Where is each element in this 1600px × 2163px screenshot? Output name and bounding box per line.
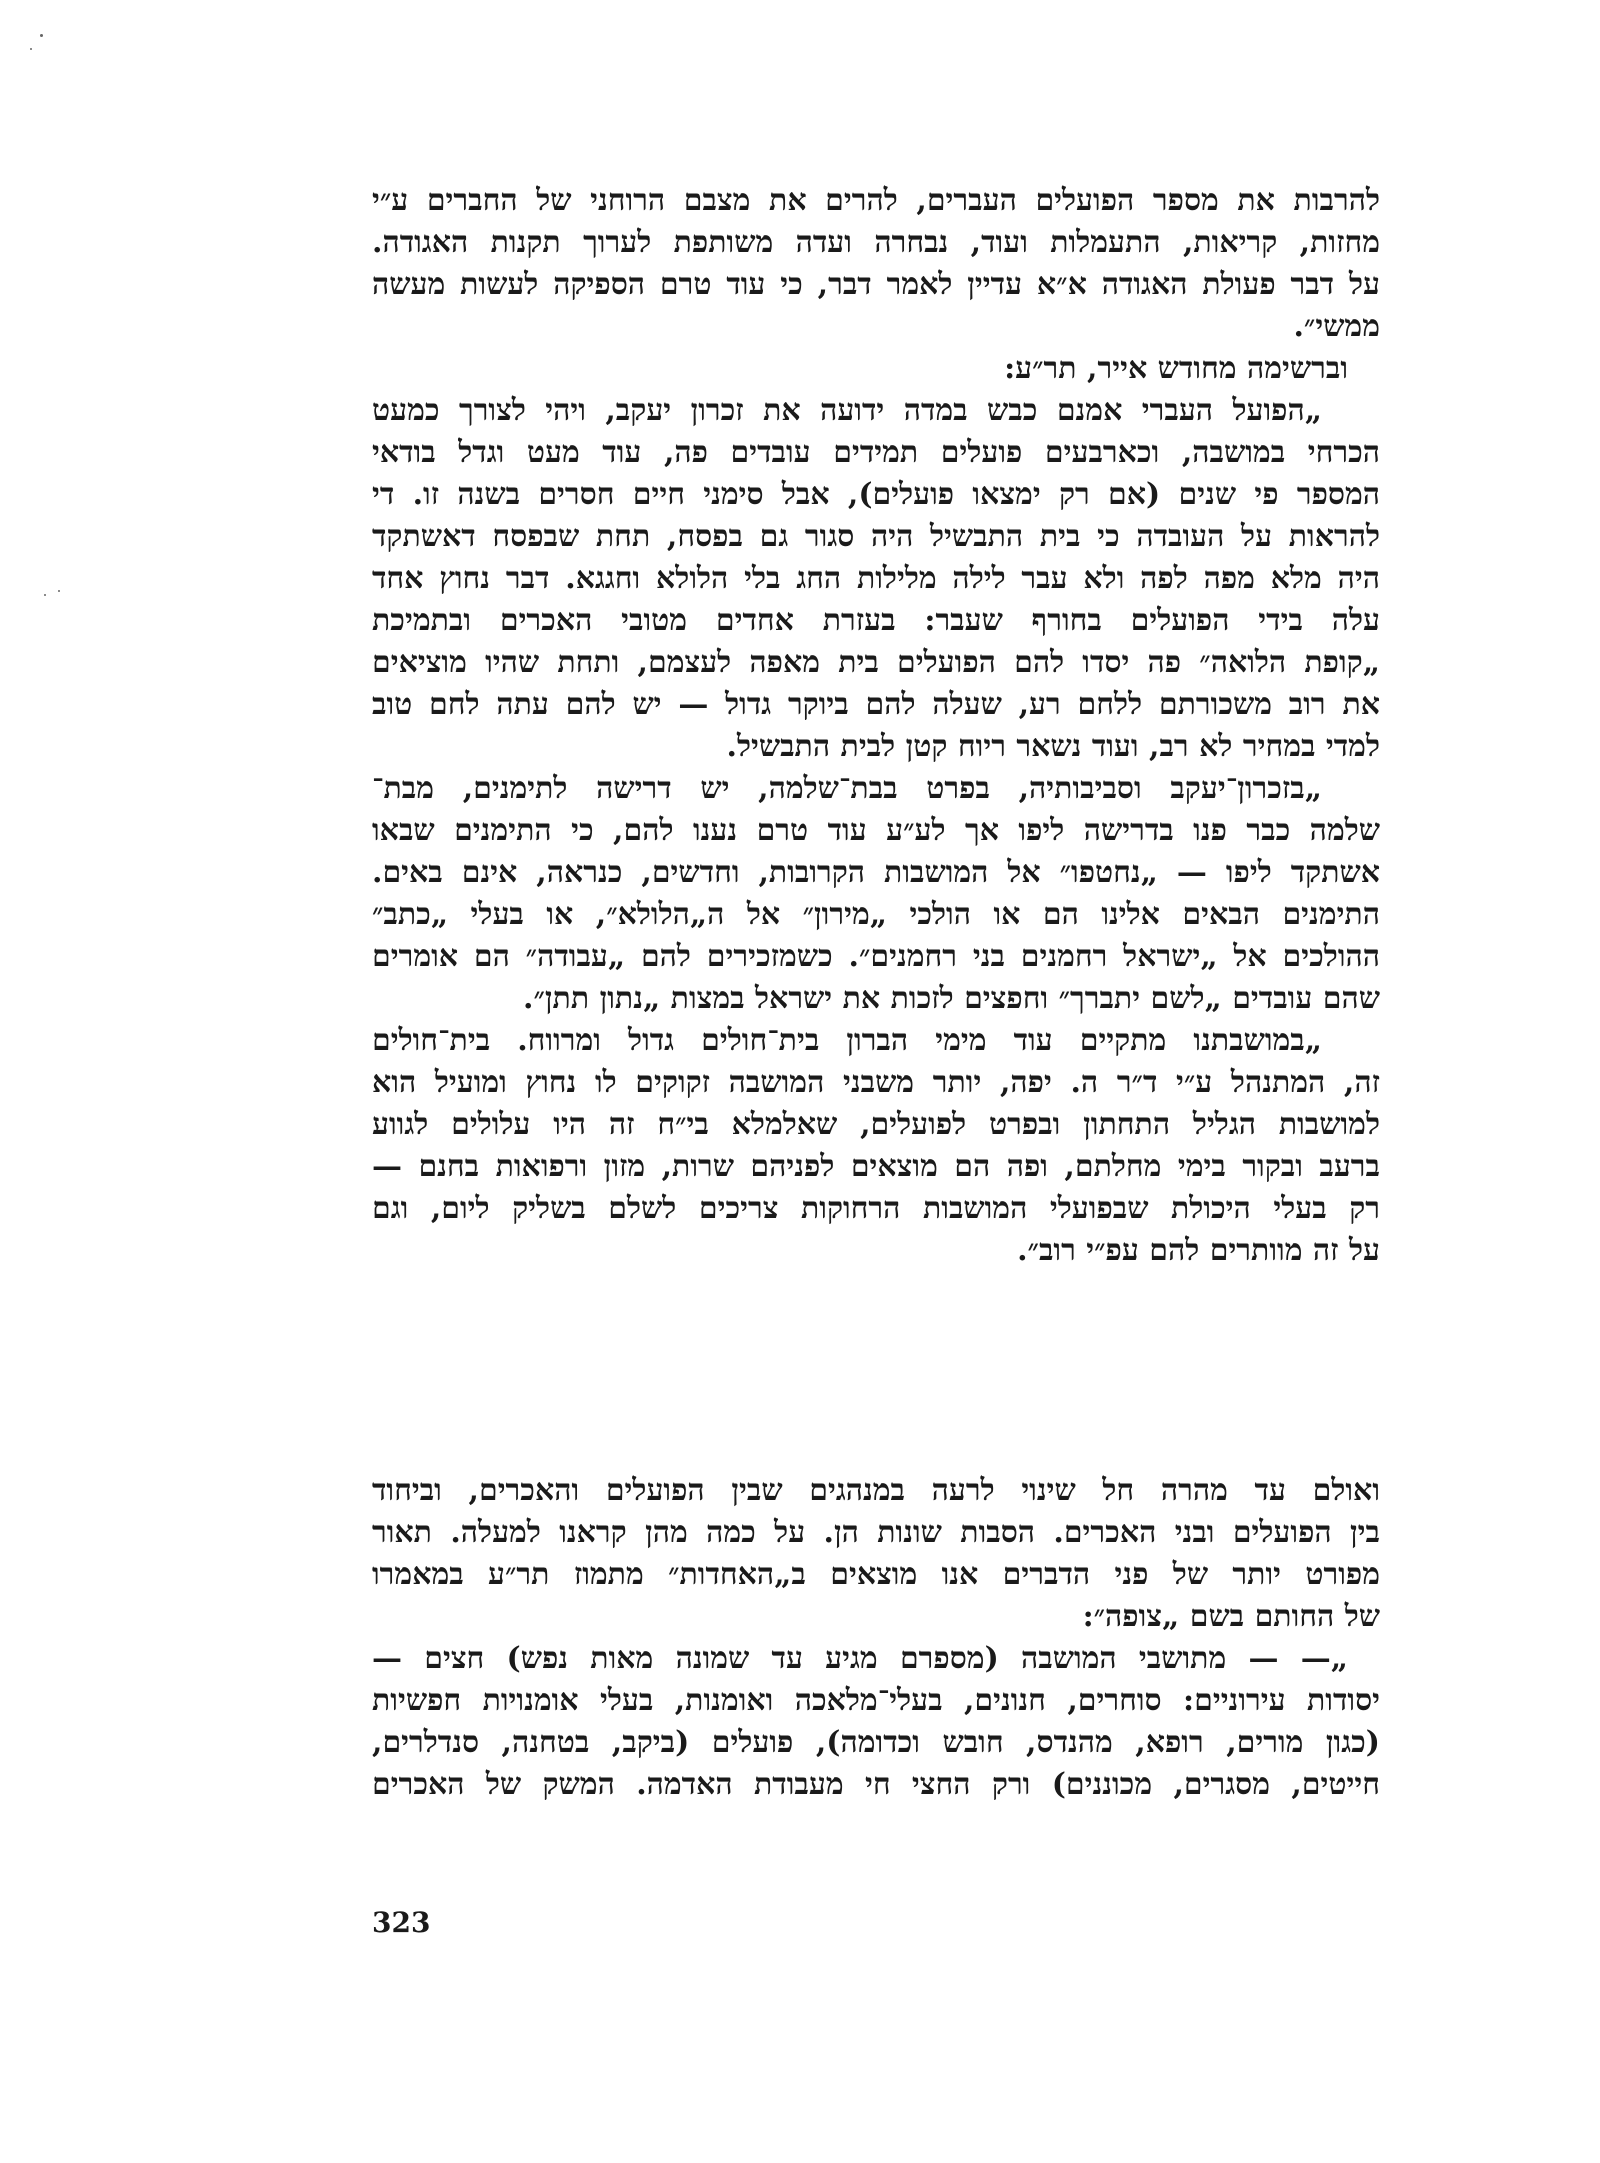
text-line: שלמה כבר פנו בדרישה ליפו אך לע״ע עוד טרם נענו להם, כי התימנים שבאו: [372, 813, 1380, 848]
text-line: „הפועל העברי אמנם כבש במדה ידועה את זכרון יעקב, ויהי לצורך כמעט: [372, 393, 1322, 428]
text-line: „— — מתושבי המושבה (מספרם מגיע עד שמונה מאות נפש) חצים —: [372, 1641, 1348, 1676]
text-line: „במושבתנו מתקיים עוד מימי הברון בית־חולים גדול ומרווח. בית־חולים: [372, 1023, 1322, 1058]
text-line: להרבות את מספר הפועלים העברים, להרים את מצבם הרוחני של החברים ע״י: [372, 183, 1380, 218]
text-line: להראות על העובדה כי בית התבשיל היה סגור גם בפסח, תחת שבפסח דאשתקד: [372, 519, 1380, 554]
text-line: התימנים הבאים אלינו הם או הולכי „מירון״ אל ה„הלולא״, או בעלי „כתב״: [372, 897, 1380, 932]
text-line: בין הפועלים ובני האכרים. הסבות שונות הן. על כמה מהן קראנו למעלה. תאור: [372, 1515, 1380, 1550]
text-line: וברשימה מחודש אייר, תר״ע:: [1004, 351, 1348, 386]
text-line: עלה בידי הפועלים בחורף שעבר: בעזרת אחדים מטובי האכרים ובתמיכת: [372, 603, 1380, 638]
text-line: היה מלא מפה לפה ולא עבר לילה מלילות החג בלי הלולא וחגגא. דבר נחוץ אחד: [372, 561, 1380, 596]
text-line: על דבר פעולת האגודה א״א עדיין לאמר דבר, כי עוד טרם הספיקה לעשות מעשה: [372, 267, 1380, 302]
scan-speck: [58, 590, 60, 592]
text-line: למדי במחיר לא רב, ועוד נשאר ריוח קטן לבית התבשיל.: [726, 729, 1380, 764]
text-line: שהם עובדים „לשם יתברך״ וחפצים לזכות את ישראל במצות „נתון תתן״.: [523, 981, 1380, 1016]
text-line: מפורט יותר של פני הדברים אנו מוצאים ב„האחדות״ מתמוז תר״ע במאמרו: [372, 1557, 1380, 1592]
scan-speck: [44, 594, 46, 596]
text-line: המספר פי שנים (אם רק ימצאו פועלים), אבל סימני חיים חסרים בשנה זו. די: [372, 477, 1380, 512]
text-line: (כגון מורים, רופא, מהנדס, חובש וכדומה), פועלים (ביקב, בטחנה, סנדלרים,: [372, 1725, 1380, 1760]
text-line: ההולכים אל „ישראל רחמנים בני רחמנים״. כשמזכירים להם „עבודה״ הם אומרים: [372, 939, 1380, 974]
text-line: ברעב ובקור בימי מחלתם, ופה הם מוצאים לפניהם שרות, מזון ורפואות בחנם —: [372, 1149, 1380, 1184]
text-line: ממשי״.: [1293, 309, 1380, 344]
text-line: ואולם עד מהרה חל שינוי לרעה במנהגים שבין הפועלים והאכרים, וביחוד: [372, 1473, 1380, 1508]
text-line: „בזכרון־יעקב וסביבותיה, בפרט בבת־שלמה, יש דרישה לתימנים, מבת־: [372, 771, 1322, 806]
text-line: מחזות, קריאות, התעמלות ועוד, נבחרה ועדה משותפת לערוך תקנות האגודה.: [372, 225, 1380, 260]
body-text-block-2: [372, 1470, 1380, 1806]
text-line: של החותם בשם „צופה״:: [1082, 1599, 1380, 1634]
text-line: על זה מוותרים להם עפ״י רוב״.: [1017, 1233, 1380, 1268]
text-line: חייטים, מסגרים, מכוננים) ורק החצי חי מעבודת האדמה. המשק של האכרים: [372, 1767, 1380, 1802]
text-line: את רוב משכורתם ללחם רע, שעלה להם ביוקר גדול — יש להם עתה לחם טוב: [372, 687, 1380, 722]
body-text-block-1: [372, 180, 1380, 1272]
scan-speck: [40, 34, 43, 37]
text-line: „קופת הלואה״ פה יסדו להם הפועלים בית מאפה לעצמם, ותחת שהיו מוציאים: [372, 645, 1380, 680]
scan-speck: [30, 48, 32, 50]
text-line: למושבות הגליל התחתון ובפרט לפועלים, שאלמלא בי״ח זה היו עלולים לגווע: [372, 1107, 1380, 1142]
text-line: יסודות עירוניים: סוחרים, חנונים, בעלי־מלאכה ואומנות, בעלי אומנויות חפשיות: [372, 1683, 1380, 1718]
text-line: זה, המתנהל ע״י ד״ר ה. יפה, יותר משבני המושבה זקוקים לו נחוץ ומועיל הוא: [372, 1065, 1380, 1100]
text-line: הכרחי במושבה, וכארבעים פועלים תמידים עובדים פה, עוד מעט וגדל בודאי: [372, 435, 1380, 470]
page-number: 323: [372, 1906, 431, 1939]
text-line: רק בעלי היכולת שבפועלי המושבות הרחוקות צריכים לשלם בשליק ליום, וגם: [372, 1191, 1380, 1226]
text-line: אשתקד ליפו — „נחטפו״ אל המושבות הקרובות, וחדשים, כנראה, אינם באים.: [372, 855, 1380, 890]
